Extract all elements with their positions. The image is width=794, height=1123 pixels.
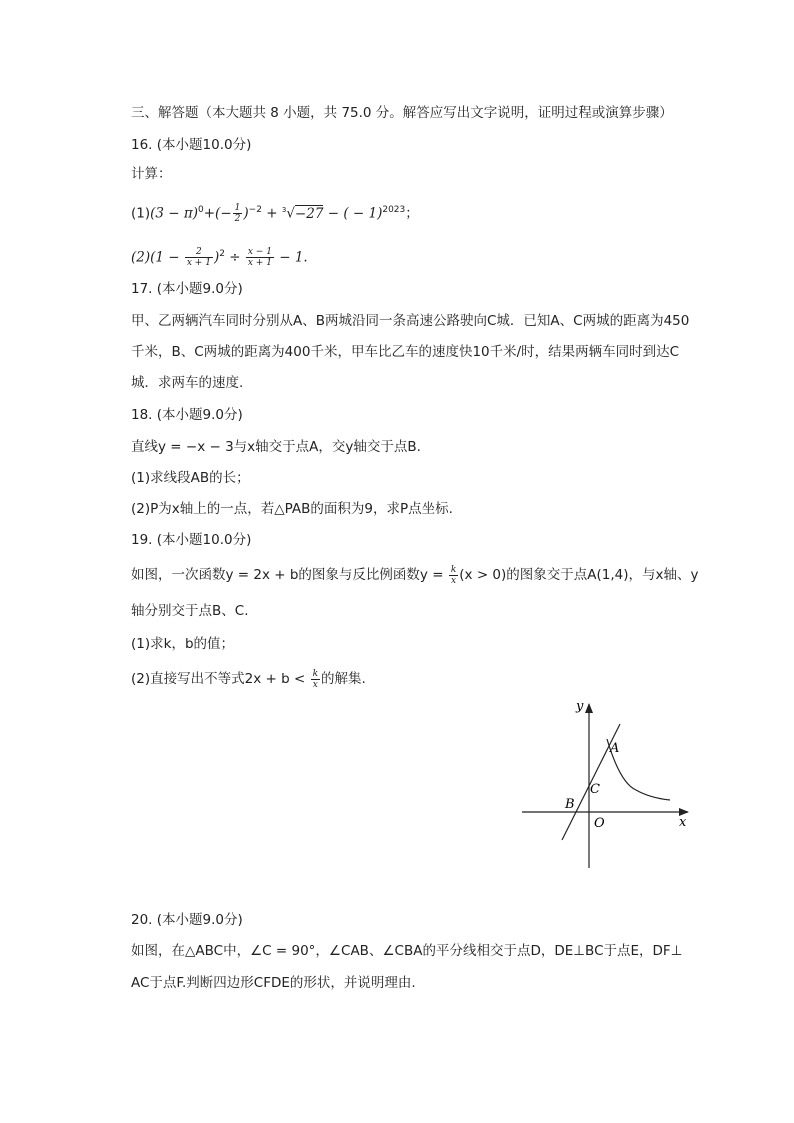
- radical-sign-icon: √: [286, 205, 295, 222]
- q16-part1-frac-den: 2: [234, 214, 241, 224]
- q16-part1-expr-b: +(−: [203, 205, 232, 222]
- q19-line2: 轴分别交于点B、C.: [131, 603, 249, 619]
- label-A: A: [610, 741, 620, 756]
- q16-part2-frac2-num: x − 1: [247, 247, 272, 257]
- q16-part1-exp2: −2: [248, 205, 262, 215]
- label-B: B: [565, 797, 575, 812]
- q17-line2: 千米，B、C两城的距离为400千米，甲车比乙车的速度快10千米/时，结果两辆车同时到达C: [131, 344, 680, 360]
- q16-part1-exp2023: 2023: [382, 205, 406, 215]
- q19-part2-a: (2)直接写出不等式2x + b <: [131, 671, 310, 687]
- q17-line3: 城．求两车的速度.: [131, 375, 244, 391]
- q16-part2-frac2-den: x + 1: [247, 258, 272, 268]
- q18-header: 18. (本小题9.0分): [131, 407, 243, 423]
- q19-line1-a: 如图，一次函数y = 2x + b的图象与反比例函数y =: [131, 567, 448, 583]
- q16-part2-frac1-den: x + 1: [186, 258, 211, 268]
- label-y: y: [576, 699, 584, 714]
- q17-header: 17. (本小题9.0分): [131, 281, 243, 297]
- q18-part2: (2)P为x轴上的一点，若△PAB的面积为9，求P点坐标.: [131, 501, 453, 517]
- q18-line1: 直线y = −x − 3与x轴交于点A，交y轴交于点B.: [131, 439, 421, 455]
- q16-part2-exp: 2: [219, 249, 225, 259]
- q19-line1-frac-den: x: [451, 575, 457, 586]
- q16-part2-div: ÷: [224, 249, 245, 266]
- q18-part1: (1)求线段AB的长；: [131, 470, 250, 486]
- q16-part1-expr-a: (3 − π): [150, 205, 199, 222]
- q16-part1-root-index: 3: [281, 206, 287, 214]
- q19-part2-frac-num: k: [312, 668, 319, 679]
- section-header: 三、解答题（本大题共 8 小题，共 75.0 分。解答应写出文字说明，证明过程或演算步骤）: [131, 105, 673, 121]
- q16-part1-exp0: 0: [198, 205, 204, 215]
- q19-header: 19. (本小题10.0分): [131, 532, 252, 548]
- label-x: x: [679, 815, 687, 830]
- label-C: C: [590, 782, 600, 797]
- q16-part1-prefix: (1): [131, 205, 151, 222]
- q16-part2-end: − 1.: [274, 249, 308, 266]
- q20-line1: 如图，在△ABC中，∠C = 90°，∠CAB、∠CBA的平分线相交于点D，DE⊥BC于点E，DF⊥: [131, 943, 683, 959]
- q19-part1: (1)求k，b的值；: [131, 636, 235, 652]
- q16-part1-expr-e: − ( − 1): [323, 205, 383, 222]
- q16-part2-frac1-num: 2: [185, 247, 213, 258]
- q16-part1-frac-num: 1: [234, 203, 241, 213]
- q19-line1-b: (x > 0)的图象交于点A(1,4)，与x轴、y: [459, 567, 699, 583]
- q16-part1-expr-d: +: [261, 205, 282, 222]
- q16-part1-end: ；: [405, 205, 419, 222]
- q20-header: 20. (本小题9.0分): [131, 912, 243, 928]
- q16-intro: 计算：: [131, 166, 172, 182]
- q16-part1-expr-c: ): [243, 205, 249, 222]
- q19-line1-frac-num: k: [450, 564, 457, 575]
- q16-part1-radicand: −27: [294, 205, 324, 222]
- q16-header: 16. (本小题10.0分): [131, 137, 252, 153]
- q16-part2-mid: ): [213, 249, 220, 266]
- label-O: O: [594, 816, 605, 831]
- q19-part2-b: 的解集.: [321, 671, 366, 687]
- q16-part2-prefix: (2)(1 −: [131, 249, 184, 266]
- q20-line2: AC于点F.判断四边形CFDE的形状，并说明理由.: [131, 975, 416, 991]
- q19-part2-frac-den: x: [312, 679, 318, 690]
- q17-line1: 甲、乙两辆汽车同时分别从A、B两城沿同一条高速公路驶向C城．已知A、C两城的距离为450: [131, 313, 690, 329]
